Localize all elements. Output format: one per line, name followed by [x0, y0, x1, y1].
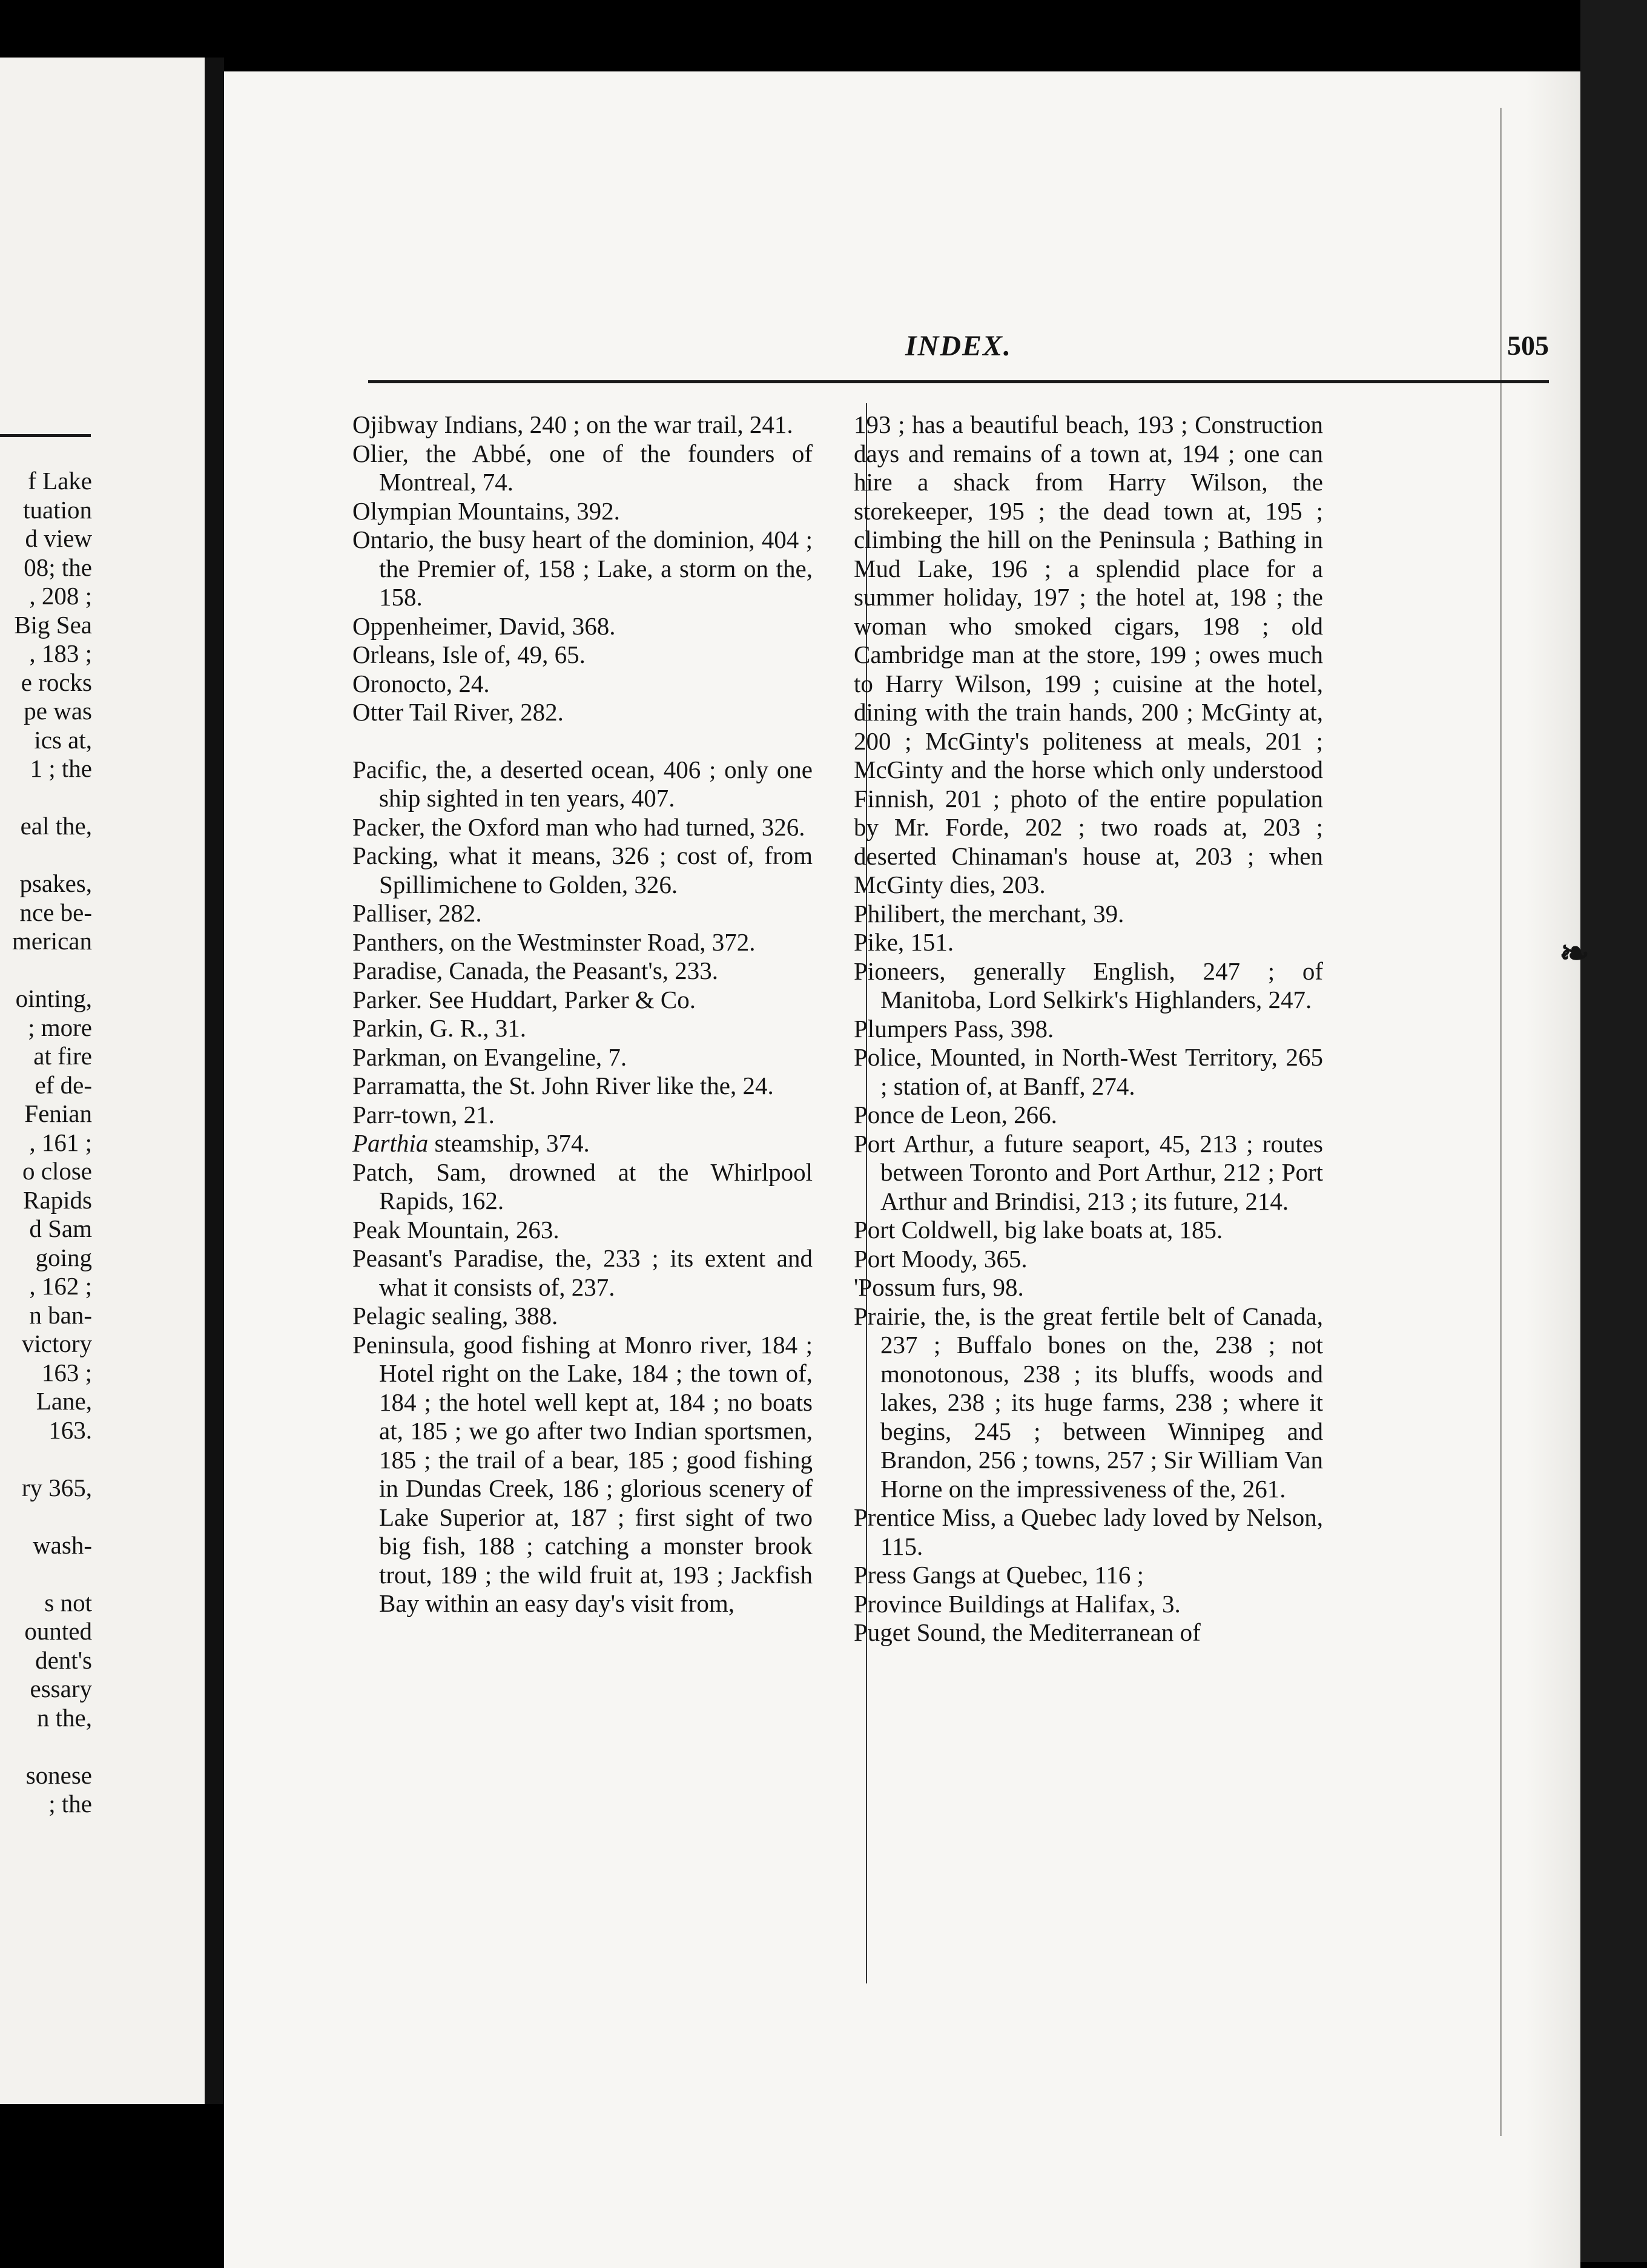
facing-page-fragment	[0, 58, 205, 2104]
index-entry-text: Plumpers Pass, 398.	[854, 1014, 1054, 1043]
index-entry-text: Prentice Miss, a Quebec lady loved by Nelson, 115.	[854, 1503, 1323, 1560]
index-entry	[854, 1043, 1323, 1101]
page-number: 505	[1507, 330, 1549, 361]
facing-page-line: sonese	[25, 1761, 92, 1789]
facing-page-line: 163.	[48, 1416, 92, 1444]
facing-page-line: Big Sea	[14, 610, 92, 639]
facing-page-line	[0, 1560, 92, 1589]
index-entry	[352, 813, 813, 842]
facing-page-line: dent's	[35, 1646, 92, 1674]
index-entry-text: Puget Sound, the Mediterranean of	[854, 1618, 1201, 1646]
index-entry-text: Olympian Mountains, 392.	[352, 496, 620, 525]
facing-page-line: merican	[12, 927, 92, 955]
facing-page-line: going	[35, 1243, 92, 1271]
facing-page-line: eal the,	[20, 812, 92, 840]
facing-page-line: , 161 ;	[29, 1128, 92, 1156]
facing-page-text	[0, 467, 92, 1819]
facing-page-line: ics at,	[34, 725, 92, 754]
index-entry-text: Ponce de Leon, 266.	[854, 1101, 1057, 1129]
index-entry	[854, 1015, 1323, 1044]
index-entry-text: Pioneers, generally English, 247 ; of Manitoba, Lord Selkirk's Highlanders, 247.	[854, 957, 1323, 1014]
facing-page-line: ry 365,	[21, 1473, 92, 1502]
facing-page-line: ; the	[48, 1790, 92, 1818]
index-entry-text: Pelagic sealing, 388.	[352, 1302, 558, 1330]
facing-page-line: , 162 ;	[29, 1272, 92, 1300]
index-entry	[352, 1331, 813, 1618]
index-entry-text: Port Moody, 365.	[854, 1244, 1028, 1273]
index-entry-italic: Parthia	[352, 1129, 429, 1157]
index-entry-text: Peninsula, good fishing at Monro river, 184 ; Hotel right on the Lake, 184 ; the town of, 184 ; the hotel well kept at, 184 ; no boats at, 185 ; we go after two Indian sportsmen, 185 ; the trail of a bear, 185 ; good fishing in Dundas Creek, 186 ; glorious scenery of Lake Superior at, 187 ; first sight of two big fish, 188 ; catching a monster brook trout, 189 ; the wild fruit at, 193 ; Jackfish Bay within an easy day's visit from,	[352, 1330, 813, 1617]
index-entry	[854, 1590, 1323, 1619]
index-entry-text: Patch, Sam, drowned at the Whirlpool Rapids, 162.	[352, 1158, 813, 1215]
index-entry	[854, 410, 1323, 900]
facing-page-line: o close	[22, 1157, 92, 1185]
index-entry	[352, 670, 813, 699]
index-entry	[352, 899, 813, 928]
index-entry-text: Packer, the Oxford man who had turned, 326.	[352, 813, 805, 841]
index-entry	[854, 1130, 1323, 1216]
facing-page-rule	[0, 434, 91, 437]
index-entry-text: Parramatta, the St. John River like the, 24.	[352, 1072, 774, 1099]
facing-page-line: 163 ;	[41, 1358, 92, 1386]
facing-page-line	[0, 1732, 92, 1761]
index-entry-text: Philibert, the merchant, 39.	[854, 899, 1124, 928]
index-entry-text: Prairie, the, is the great fertile belt of Canada, 237 ; Buffalo bones on the, 238 ; not monotonous, 238 ; its bluffs, woods and lakes, 238 ; its huge farms, 238 ; where it begins, 245 ; between Winnipeg and Brandon, 256 ; towns, 257 ; Sir William Van Horne on the impressiveness of the, 261.	[854, 1302, 1323, 1503]
index-entry	[352, 1158, 813, 1216]
index-entry-text: Peasant's Paradise, the, 233 ; its extent and what it consists of, 237.	[352, 1244, 813, 1301]
index-entry	[352, 928, 813, 957]
facing-page-line: , 183 ;	[29, 639, 92, 667]
index-entry-text: Press Gangs at Quebec, 116 ;	[854, 1561, 1144, 1589]
facing-page-line	[0, 1445, 92, 1474]
index-entry-text: steamship, 374.	[428, 1129, 590, 1157]
index-entry	[854, 1101, 1323, 1130]
index-entry-text: 193 ; has a beautiful beach, 193 ; Construction days and remains of a town at, 194 ; one can hire a shack from Harry Wilson, the storekeeper, 195 ; the dead town at, 195 ; climbing the hill on the Peninsula ; Bathing in Mud Lake, 196 ; a splendid place for a summer holiday, 197 ; the hotel at, 198 ; the woman who smoked cigars, 198 ; old Cambridge man at the store, 199 ; owes much to Harry Wilson, 199 ; cuisine at the hotel, dining with the train hands, 200 ; McGinty at, 200 ; McGinty's politeness at meals, 201 ; McGinty and the horse which only understood Finnish, 201 ; photo of the entire population by Mr. Forde, 202 ; two roads at, 203 ; deserted Chinaman's house at, 203 ; when McGinty dies, 203.	[854, 410, 1323, 898]
facing-page-line: ounted	[24, 1617, 92, 1645]
index-entry	[352, 1129, 813, 1158]
index-entry-text: Parkman, on Evangeline, 7.	[352, 1043, 627, 1071]
facing-page-line: e rocks	[21, 668, 92, 696]
index-entry-text: Port Coldwell, big lake boats at, 185.	[854, 1216, 1223, 1244]
running-head: INDEX.	[905, 330, 1012, 362]
index-entry	[352, 698, 813, 727]
header-rule	[368, 380, 1549, 383]
facing-page-line: ointing,	[15, 984, 92, 1012]
facing-page-line: d Sam	[29, 1215, 92, 1242]
index-entry	[854, 1273, 1323, 1302]
index-entry-text: Olier, the Abbé, one of the founders of Montreal, 74.	[352, 439, 813, 496]
index-entry	[352, 957, 813, 986]
index-entry-text: Pike, 151.	[854, 928, 954, 956]
margin-mark: ❧	[1559, 934, 1590, 974]
index-entry	[854, 928, 1323, 957]
index-entry	[352, 756, 813, 813]
facing-page-line: d view	[25, 524, 92, 552]
index-entry	[352, 526, 813, 612]
index-entry-text: Port Arthur, a future seaport, 45, 213 ; routes between Toronto and Port Arthur, 212 ; Port Arthur and Brindisi, 213 ; its future, 214.	[854, 1129, 1323, 1215]
facing-page-line: ; more	[28, 1013, 92, 1041]
facing-page-line: victory	[21, 1330, 92, 1357]
index-entry	[352, 641, 813, 670]
facing-page-line: ef de-	[35, 1070, 92, 1099]
facing-page-line: Rapids	[23, 1185, 92, 1214]
index-entry	[352, 612, 813, 641]
index-entry	[352, 842, 813, 899]
index-entry-text: Ojibway Indians, 240 ; on the war trail, 241.	[352, 410, 793, 438]
index-column-right	[854, 410, 1323, 1647]
facing-page-line: 08; the	[24, 553, 92, 581]
index-entry-text: Peak Mountain, 263.	[352, 1215, 559, 1244]
index-entry	[854, 957, 1323, 1015]
index-entry-text: Police, Mounted, in North-West Territory, 265 ; station of, at Banff, 274.	[854, 1043, 1323, 1100]
index-entry-text: Panthers, on the Westminster Road, 372.	[352, 928, 756, 956]
facing-page-line: tuation	[23, 495, 92, 524]
index-entry-text: Otter Tail River, 282.	[352, 698, 564, 726]
book-gutter	[205, 58, 224, 2104]
index-entry-text: Orleans, Isle of, 49, 65.	[352, 641, 586, 668]
facing-page-line: s not	[44, 1588, 92, 1617]
index-entry	[352, 1244, 813, 1302]
page-edge-line	[1500, 108, 1502, 2136]
index-page	[224, 71, 1580, 2268]
facing-page-line: essary	[30, 1675, 92, 1703]
index-entry	[352, 440, 813, 497]
index-entry	[854, 900, 1323, 929]
index-entry-text: Oronocto, 24.	[352, 669, 490, 697]
index-entry-text: 'Possum furs, 98.	[854, 1273, 1024, 1301]
index-entry	[352, 986, 813, 1015]
facing-page-line: Fenian	[24, 1099, 92, 1127]
index-entry-text: Parr-town, 21.	[352, 1100, 495, 1129]
index-entry-text: Pacific, the, a deserted ocean, 406 ; only one ship sighted in ten years, 407.	[352, 755, 813, 812]
facing-page-line: n ban-	[29, 1300, 92, 1329]
facing-page-line: n the,	[36, 1703, 92, 1732]
index-entry	[854, 1245, 1323, 1274]
scan-edge-right	[1580, 0, 1647, 2262]
facing-page-line: pe was	[24, 697, 92, 725]
facing-page-line: at fire	[33, 1042, 92, 1070]
index-entry	[352, 1043, 813, 1072]
index-entry	[854, 1302, 1323, 1504]
index-entry-text: Parkin, G. R., 31.	[352, 1014, 526, 1042]
facing-page-line: , 208 ;	[29, 582, 92, 610]
index-column-left	[352, 410, 813, 1618]
index-entry-text: Parker. See Huddart, Parker & Co.	[352, 985, 696, 1014]
facing-page-line	[0, 1502, 92, 1531]
facing-page-line: psakes,	[19, 869, 92, 897]
index-entry	[854, 1503, 1323, 1561]
facing-page-line	[0, 783, 92, 813]
facing-page-line: wash-	[33, 1531, 92, 1559]
index-entry	[352, 1302, 813, 1331]
index-entry-text: Province Buildings at Halifax, 3.	[854, 1589, 1181, 1618]
facing-page-line: 1 ; the	[30, 754, 92, 782]
index-entry	[854, 1216, 1323, 1245]
facing-page-line: Lane,	[36, 1387, 92, 1415]
index-entry	[352, 1216, 813, 1245]
index-entry	[352, 410, 813, 440]
facing-page-line: f Lake	[28, 467, 92, 495]
index-entry	[352, 1014, 813, 1043]
index-entry-text: Oppenheimer, David, 368.	[352, 612, 616, 640]
index-entry-text: Packing, what it means, 326 ; cost of, from Spillimichene to Golden, 326.	[352, 842, 813, 898]
index-entry-text: Ontario, the busy heart of the dominion, 404 ; the Premier of, 158 ; Lake, a storm on the, 158.	[352, 526, 813, 611]
index-entry	[352, 1072, 813, 1101]
page-header	[368, 325, 1549, 373]
index-entry-text: Paradise, Canada, the Peasant's, 233.	[352, 957, 719, 984]
index-entry	[352, 497, 813, 526]
index-entry	[352, 1101, 813, 1130]
facing-page-line: nce be-	[19, 898, 92, 926]
facing-page-line	[0, 956, 92, 985]
index-entry	[854, 1561, 1323, 1590]
index-entry	[854, 1618, 1323, 1647]
index-entry-text: Palliser, 282.	[352, 899, 482, 927]
facing-page-line	[0, 841, 92, 870]
page-edge-shade	[1526, 71, 1580, 2268]
